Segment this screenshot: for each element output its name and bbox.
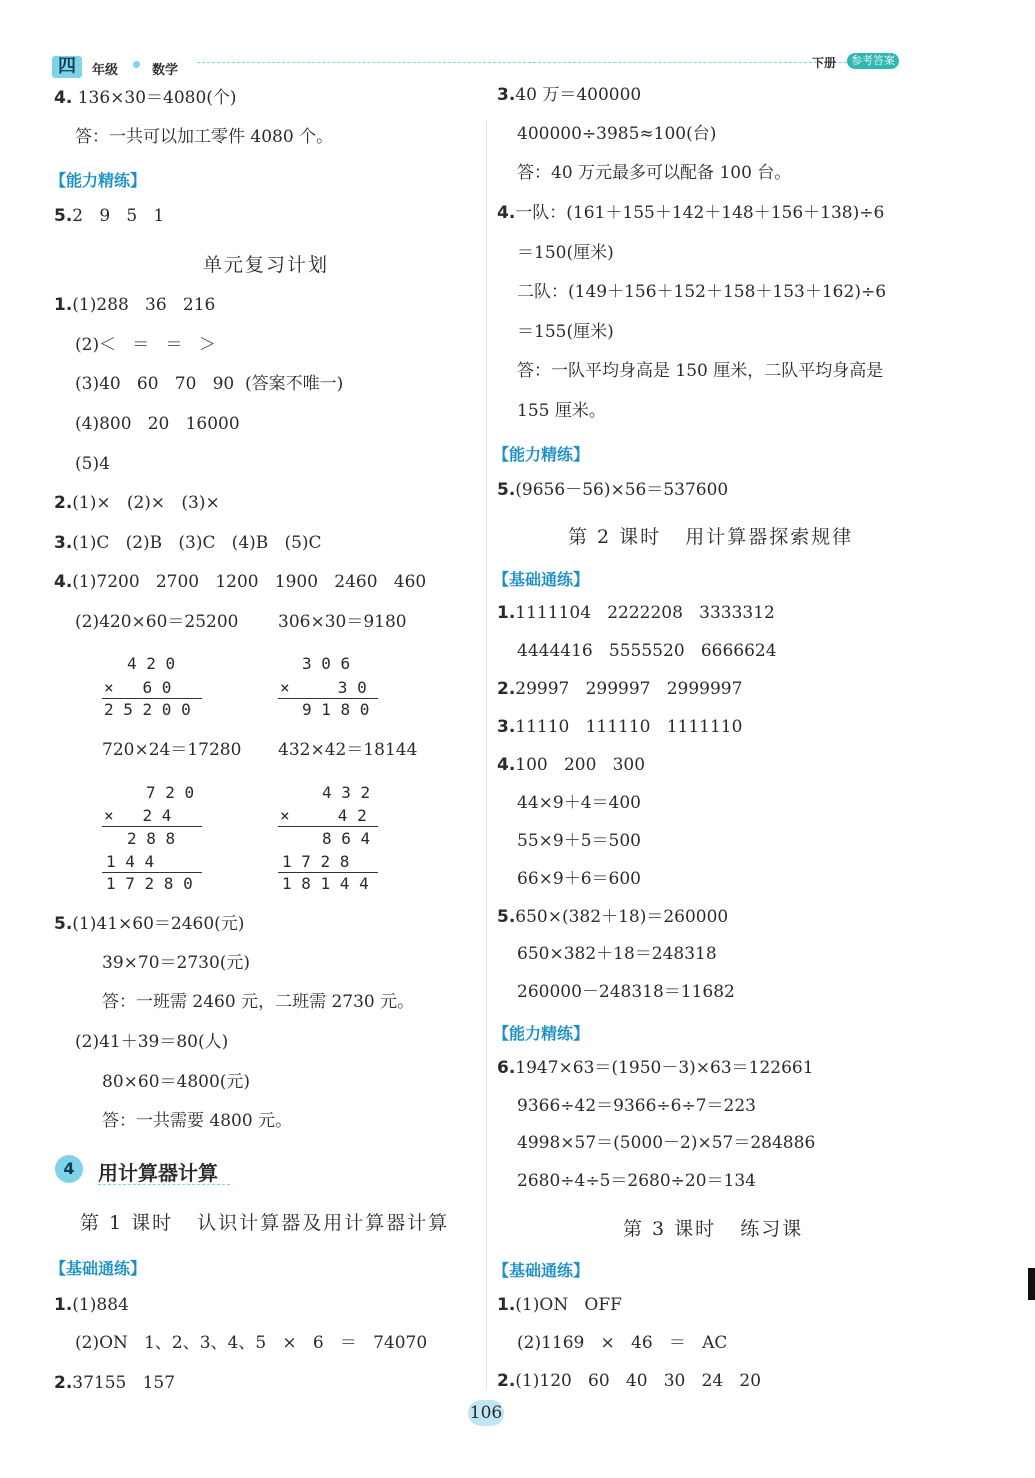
unit-number-badge: 4 (55, 1155, 83, 1183)
question-number: 1. (54, 295, 73, 315)
answer-text: 1947×63＝(1950－3)×63＝122661 (515, 1058, 814, 1078)
lesson-title: 第 1 课时 认识计算器及用计算器计算 (80, 1212, 450, 1234)
question-number: 2. (54, 1373, 73, 1393)
question-number: 2. (497, 679, 516, 699)
vertical-calc-line: 9 1 8 0 (302, 700, 370, 719)
answer-text: 39×70＝2730(元) (102, 953, 251, 973)
vertical-calc-line: 7 2 0 (146, 783, 195, 802)
answer-line (54, 1297, 129, 1314)
vertical-calc-line: 8 6 4 (322, 829, 371, 848)
edge-marker (1028, 1268, 1035, 1300)
answer-text: 44×9＋4＝400 (517, 793, 641, 813)
answer-line (54, 1375, 175, 1392)
answer-line (54, 297, 215, 314)
unit-title-underline (98, 1184, 230, 1185)
answer-text: 答：一共可以加工零件 4080 个。 (75, 127, 334, 147)
answer-text: 55×9＋5＝500 (517, 831, 641, 851)
answer-text: 100 200 300 (515, 755, 646, 775)
answer-text: 11110 111110 1111110 (515, 717, 743, 737)
answer-text: 1111104 2222208 3333312 (515, 603, 775, 623)
question-number: 3. (497, 85, 516, 105)
answer-badge: 参考答案 (847, 53, 899, 69)
column-divider (486, 120, 487, 1390)
answer-text: (3)40 60 70 90 (答案不唯一) (75, 374, 344, 394)
question-number: 3. (54, 533, 73, 553)
question-number: 5. (497, 907, 516, 927)
answer-text: 答：一共需要 4800 元。 (102, 1111, 293, 1131)
answer-text: (1)884 (72, 1295, 129, 1315)
answer-line (497, 605, 775, 622)
question-number: 6. (497, 1058, 516, 1078)
answer-line (497, 1373, 761, 1390)
answer-text: 66×9＋6＝600 (517, 869, 641, 889)
answer-text: 432×42＝18144 (278, 740, 418, 760)
answer-text: 136×30＝4080(个) (77, 88, 237, 108)
vertical-calc-line: 1 7 2 8 (282, 852, 350, 871)
answer-text: 80×60＝4800(元) (102, 1072, 251, 1092)
answer-text: ＝155(厘米) (517, 322, 614, 342)
vertical-calc-line: 1 7 2 8 0 (106, 874, 193, 893)
answer-line (497, 909, 728, 926)
answer-text: (2)ON 1、2、3、4、5 × 6 ＝ 74070 (75, 1333, 428, 1353)
calc-rule (278, 698, 378, 699)
answer-text: (1)120 60 40 30 24 20 (515, 1371, 762, 1391)
answer-text: 155 厘米。 (517, 401, 606, 421)
section-heading: 【能力精练】 (493, 445, 590, 464)
answer-line (497, 1297, 622, 1314)
vertical-calc-line: 4 2 0 (127, 654, 176, 673)
question-number: 4. (497, 755, 516, 775)
vertical-calc-line: 2 5 2 0 0 (104, 700, 191, 719)
answer-text: 37155 157 (72, 1373, 176, 1393)
answer-text: (2)420×60＝25200 (75, 612, 239, 632)
calc-rule (102, 698, 202, 699)
question-number: 3. (497, 717, 516, 737)
answer-line (497, 482, 728, 499)
answer-text: (1)× (2)× (3)× (72, 493, 220, 513)
answer-text: (4)800 20 16000 (75, 414, 240, 434)
dot-icon (133, 61, 140, 68)
answer-line (497, 1060, 814, 1077)
unit-title: 用计算器计算 (98, 1161, 218, 1185)
page-number: 106 (468, 1400, 504, 1426)
answer-text: 4444416 5555520 6666624 (517, 641, 777, 661)
subject-label: 数学 (152, 63, 179, 78)
vertical-calc-line: × 2 4 (104, 806, 172, 825)
calc-rule (102, 826, 202, 827)
section-heading: 【能力精练】 (493, 1024, 590, 1043)
answer-line (497, 719, 742, 736)
answer-text: (1)C (2)B (3)C (4)B (5)C (72, 533, 322, 553)
question-number: 1. (497, 603, 516, 623)
vertical-calc-line: 2 8 8 (127, 829, 176, 848)
grade-label: 年级 (92, 63, 119, 78)
answer-text: (9656－56)×56＝537600 (515, 480, 729, 500)
answer-text: 一队：(161＋155＋142＋148＋156＋138)÷6 (515, 203, 885, 223)
answer-text: 29997 299997 2999997 (515, 679, 743, 699)
answer-line (54, 574, 426, 591)
lesson-title: 第 3 课时 练习课 (623, 1218, 804, 1240)
question-number: 5. (54, 206, 73, 226)
answer-text: 650×(382＋18)＝260000 (515, 907, 729, 927)
answer-line (54, 916, 244, 933)
lesson-title: 第 2 课时 用计算器探索规律 (568, 526, 854, 548)
question-number: 2. (497, 1371, 516, 1391)
answer-text: (2)＜ ＝ ＝ ＞ (75, 335, 216, 355)
answer-line (497, 681, 742, 698)
answer-text: 260000－248318＝11682 (517, 982, 735, 1002)
calc-rule (102, 872, 202, 873)
answer-text: (2)1169 × 46 ＝ AC (517, 1333, 728, 1353)
calc-rule (278, 826, 378, 827)
answer-line (54, 208, 164, 225)
answer-text: 答：一班需 2460 元，二班需 2730 元。 (102, 992, 415, 1012)
vertical-calc-line: 4 3 2 (322, 783, 371, 802)
vertical-calc-line: × 4 2 (280, 806, 367, 825)
answer-text: (1)ON OFF (515, 1295, 622, 1315)
question-number: 1. (54, 1295, 73, 1315)
answer-line (54, 90, 237, 107)
question-number: 4. (54, 572, 73, 592)
answer-line (497, 205, 884, 222)
answer-text: 答：40 万元最多可以配备 100 台。 (517, 163, 792, 183)
answer-text: 4998×57＝(5000－2)×57＝284886 (517, 1133, 816, 1153)
answer-text: 306×30＝9180 (278, 612, 407, 632)
question-number: 4. (54, 88, 73, 108)
answer-line (54, 495, 220, 512)
section-heading: 【基础通练】 (493, 570, 590, 589)
answer-text: 二队：(149＋156＋152＋158＋153＋162)÷6 (517, 282, 887, 302)
answer-text: 720×24＝17280 (102, 740, 242, 760)
answer-line (54, 535, 322, 552)
answer-text: 40 万＝400000 (515, 85, 642, 105)
answer-text: (5)4 (75, 454, 110, 474)
answer-text: 2680÷4÷5＝2680÷20＝134 (517, 1171, 756, 1191)
calc-rule (278, 872, 378, 873)
question-number: 4. (497, 203, 516, 223)
answer-text: 2 9 5 1 (72, 206, 165, 226)
answer-text: (1)288 36 216 (72, 295, 216, 315)
answer-text: (2)41＋39＝80(人) (75, 1032, 229, 1052)
question-number: 2. (54, 493, 73, 513)
answer-line (497, 757, 645, 774)
section-heading: 【基础通练】 (493, 1261, 590, 1280)
answer-text: (1)7200 2700 1200 1900 2460 460 (72, 572, 427, 592)
section-heading: 【能力精练】 (50, 171, 147, 190)
volume-label: 下册 (812, 56, 837, 70)
vertical-calc-line: × 6 0 (104, 678, 172, 697)
vertical-calc-line: × 3 0 (280, 678, 367, 697)
answer-text: ＝150(厘米) (517, 243, 614, 263)
question-number: 5. (497, 480, 516, 500)
vertical-calc-line: 1 4 4 (106, 852, 155, 871)
answer-text: 400000÷3985≈100(台) (517, 124, 717, 144)
answer-line (497, 87, 641, 104)
answer-text: 答：一队平均身高是 150 厘米，二队平均身高是 (517, 361, 884, 381)
answer-text: (1)41×60＝2460(元) (72, 914, 245, 934)
vertical-calc-line: 1 8 1 4 4 (282, 874, 369, 893)
question-number: 5. (54, 914, 73, 934)
page-header (52, 56, 912, 82)
question-number: 1. (497, 1295, 516, 1315)
answer-text: 9366÷42＝9366÷6÷7＝223 (517, 1096, 756, 1116)
grade-box: 四 (52, 56, 82, 78)
answer-text: 650×382＋18＝248318 (517, 944, 717, 964)
section-title: 单元复习计划 (203, 254, 330, 276)
header-rule (197, 62, 847, 63)
vertical-calc-line: 3 0 6 (302, 654, 351, 673)
section-heading: 【基础通练】 (50, 1259, 147, 1278)
